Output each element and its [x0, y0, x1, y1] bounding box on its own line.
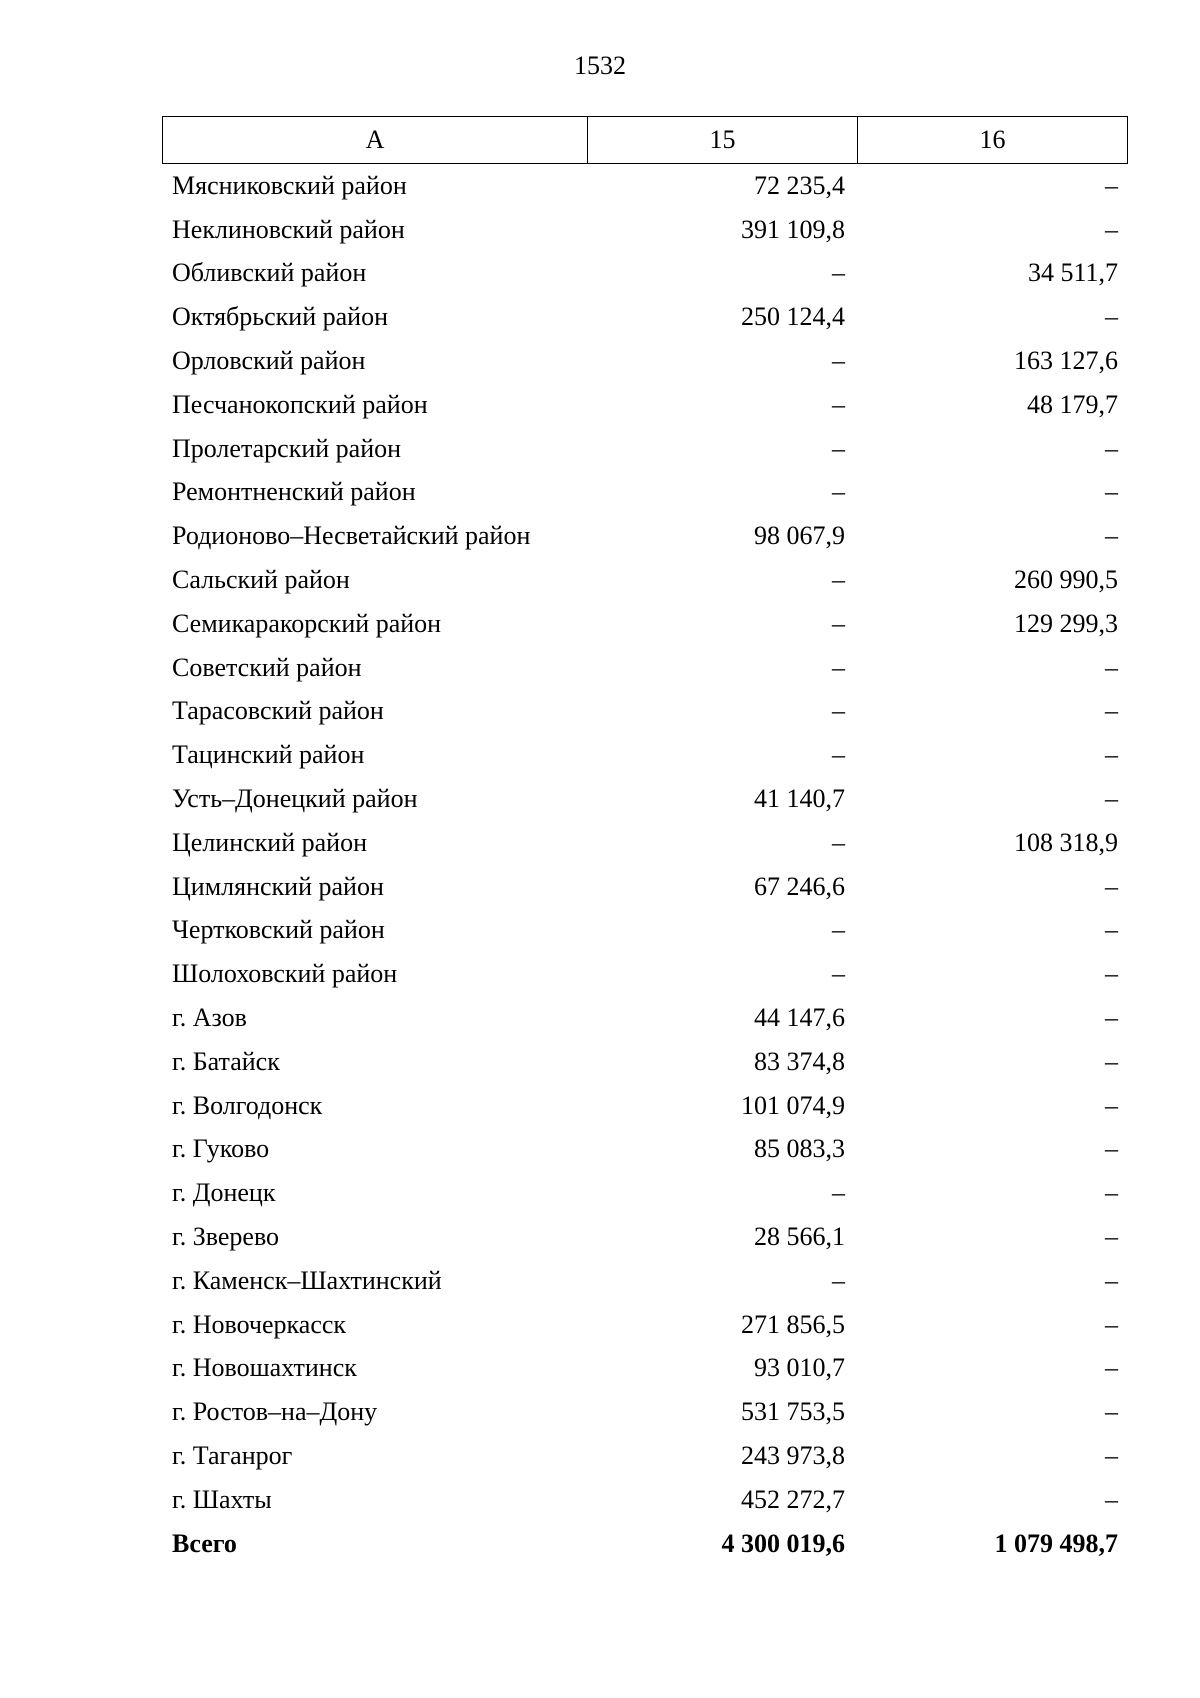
row-value-16-cell: –: [1105, 1046, 1118, 1076]
row-value-16-cell: 48 179,7: [1027, 389, 1118, 419]
row-name-cell: г. Батайск: [172, 1046, 280, 1076]
table-row: [162, 1259, 1128, 1303]
row-value-15-cell: –: [832, 740, 845, 770]
row-value-16-cell: –: [1105, 1309, 1118, 1339]
row-name-cell: Тацинский район: [172, 740, 365, 770]
row-value-15-cell: 93 010,7: [754, 1353, 845, 1383]
table-row: [162, 471, 1128, 515]
row-value-15-cell: 101 074,9: [741, 1090, 845, 1120]
table-row: [162, 1040, 1128, 1084]
row-name-cell: Советский район: [172, 652, 362, 682]
row-value-16-cell: –: [1105, 784, 1118, 814]
row-name-cell: Тарасовский район: [172, 696, 384, 726]
table-row: [162, 558, 1128, 602]
row-name-cell: Всего: [172, 1528, 237, 1558]
table-row: [162, 1390, 1128, 1434]
row-value-15-cell: 98 067,9: [754, 521, 845, 551]
row-name-cell: г. Новочеркасск: [172, 1309, 347, 1339]
row-value-15-cell: –: [832, 827, 845, 857]
row-name-cell: Родионово–Несветайский район: [172, 521, 531, 551]
table-row: [162, 865, 1128, 909]
row-name-cell: Шолоховский район: [172, 959, 398, 989]
row-value-15-cell: 250 124,4: [741, 302, 845, 332]
row-name-cell: г. Гуково: [172, 1134, 270, 1164]
row-value-15-cell: –: [832, 959, 845, 989]
row-name-cell: г. Волгодонск: [172, 1090, 323, 1120]
row-value-16-cell: –: [1105, 1134, 1118, 1164]
table-row: [162, 646, 1128, 690]
row-value-15-cell: –: [832, 1265, 845, 1295]
row-name-cell: Цимлянский район: [172, 871, 384, 901]
row-value-16-cell: –: [1105, 1003, 1118, 1033]
total-row: [162, 1522, 1128, 1566]
row-value-16-cell: –: [1105, 1484, 1118, 1514]
row-name-cell: Песчанокопский район: [172, 389, 428, 419]
row-value-16-cell: –: [1105, 696, 1118, 726]
row-value-16-cell: –: [1105, 433, 1118, 463]
table-row: [162, 909, 1128, 953]
row-value-15-cell: 41 140,7: [754, 784, 845, 814]
row-name-cell: Орловский район: [172, 346, 366, 376]
table-row: [162, 733, 1128, 777]
row-name-cell: Ремонтненский район: [172, 477, 416, 507]
row-value-15-cell: –: [832, 389, 845, 419]
row-value-15-cell: –: [832, 915, 845, 945]
row-value-16-cell: –: [1105, 1265, 1118, 1295]
row-value-16-cell: –: [1105, 959, 1118, 989]
row-value-15-cell: –: [832, 652, 845, 682]
row-value-16-cell: –: [1105, 1397, 1118, 1427]
table-row: [162, 821, 1128, 865]
table-row: [162, 339, 1128, 383]
table-row: [162, 1215, 1128, 1259]
table-row: [162, 1084, 1128, 1128]
row-name-cell: г. Каменск–Шахтинский: [172, 1265, 442, 1295]
row-name-cell: Целинский район: [172, 827, 367, 857]
row-name-cell: Обливский район: [172, 258, 367, 288]
row-value-16-cell: –: [1105, 1090, 1118, 1120]
row-value-15-cell: –: [832, 433, 845, 463]
column-header-15: 15: [588, 117, 858, 163]
table-row: [162, 996, 1128, 1040]
table-row: [162, 164, 1128, 208]
row-value-16-cell: –: [1105, 477, 1118, 507]
row-value-15-cell: –: [832, 696, 845, 726]
row-value-15-cell: 67 246,6: [754, 871, 845, 901]
table-row: [162, 1128, 1128, 1172]
row-value-16-cell: –: [1105, 170, 1118, 200]
row-value-16-cell: 1 079 498,7: [994, 1528, 1118, 1558]
row-value-15-cell: –: [832, 258, 845, 288]
row-name-cell: г. Зверево: [172, 1222, 280, 1252]
row-name-cell: г. Донецк: [172, 1178, 276, 1208]
data-table: [162, 116, 1128, 1566]
row-name-cell: г. Азов: [172, 1003, 247, 1033]
row-value-15-cell: 391 109,8: [741, 214, 845, 244]
table-row: [162, 427, 1128, 471]
page-number: 1532: [574, 51, 626, 80]
table-row: [162, 208, 1128, 252]
row-value-15-cell: 28 566,1: [754, 1222, 845, 1252]
column-header-16: 16: [979, 125, 1006, 154]
row-value-16-cell: 34 511,7: [1027, 258, 1118, 288]
row-value-16-cell: –: [1105, 652, 1118, 682]
row-value-15-cell: –: [832, 608, 845, 638]
row-name-cell: г. Ростов–на–Дону: [172, 1397, 378, 1427]
row-value-15-cell: 243 973,8: [741, 1441, 845, 1470]
table-row: [162, 1347, 1128, 1391]
row-value-15-cell: 72 235,4: [754, 170, 845, 200]
table-row: [162, 252, 1128, 296]
table-header-row: [162, 116, 1128, 164]
row-name-cell: Усть–Донецкий район: [172, 784, 418, 814]
table-row: [162, 1303, 1128, 1347]
row-value-15-cell: 85 083,3: [754, 1134, 845, 1164]
row-value-16-cell: –: [1105, 915, 1118, 945]
row-value-15-cell: –: [832, 565, 845, 595]
row-value-15-cell: –: [832, 346, 845, 376]
column-header-a: А: [163, 117, 588, 163]
row-value-16-cell: 108 318,9: [1014, 827, 1118, 857]
row-name-cell: Мясниковский район: [172, 170, 407, 200]
table-row: [162, 952, 1128, 996]
row-value-16-cell: –: [1105, 214, 1118, 244]
row-value-16-cell: –: [1105, 1441, 1118, 1470]
row-value-16-cell: 163 127,6: [1014, 346, 1118, 376]
table-row: [162, 1478, 1128, 1522]
table-row: [162, 602, 1128, 646]
row-value-15-cell: 83 374,8: [754, 1046, 845, 1076]
table-row: [162, 514, 1128, 558]
row-value-16-cell: –: [1105, 1178, 1118, 1208]
row-value-16-cell: 129 299,3: [1014, 608, 1118, 638]
row-value-15-cell: 531 753,5: [741, 1397, 845, 1427]
row-name-cell: Пролетарский район: [172, 433, 402, 463]
row-name-cell: г. Таганрог: [172, 1441, 293, 1470]
row-value-15-cell: 44 147,6: [754, 1003, 845, 1033]
table-row: [162, 690, 1128, 734]
table-row: [162, 1171, 1128, 1215]
row-name-cell: Чертковский район: [172, 915, 385, 945]
row-name-cell: Семикаракорский район: [172, 608, 442, 638]
row-value-16-cell: –: [1105, 521, 1118, 551]
row-value-16-cell: –: [1105, 871, 1118, 901]
row-name-cell: г. Шахты: [172, 1484, 272, 1514]
row-name-cell: Октябрьский район: [172, 302, 388, 332]
row-value-15-cell: –: [832, 477, 845, 507]
row-name-cell: Неклиновский район: [172, 214, 405, 244]
row-name-cell: Сальский район: [172, 565, 350, 595]
row-value-16-cell: –: [1105, 302, 1118, 332]
row-value-16-cell: –: [1105, 1353, 1118, 1383]
table-body: [162, 164, 1128, 1566]
row-value-16-cell: 260 990,5: [1014, 565, 1118, 595]
row-value-15-cell: –: [832, 1178, 845, 1208]
table-row: [162, 1434, 1128, 1478]
table-row: [162, 383, 1128, 427]
row-value-16-cell: –: [1105, 1222, 1118, 1252]
row-name-cell: г. Новошахтинск: [172, 1353, 357, 1383]
row-value-15-cell: 271 856,5: [741, 1309, 845, 1339]
row-value-15-cell: 4 300 019,6: [721, 1528, 845, 1558]
row-value-15-cell: 452 272,7: [741, 1484, 845, 1514]
table-row: [162, 295, 1128, 339]
table-row: [162, 777, 1128, 821]
row-value-16-cell: –: [1105, 740, 1118, 770]
